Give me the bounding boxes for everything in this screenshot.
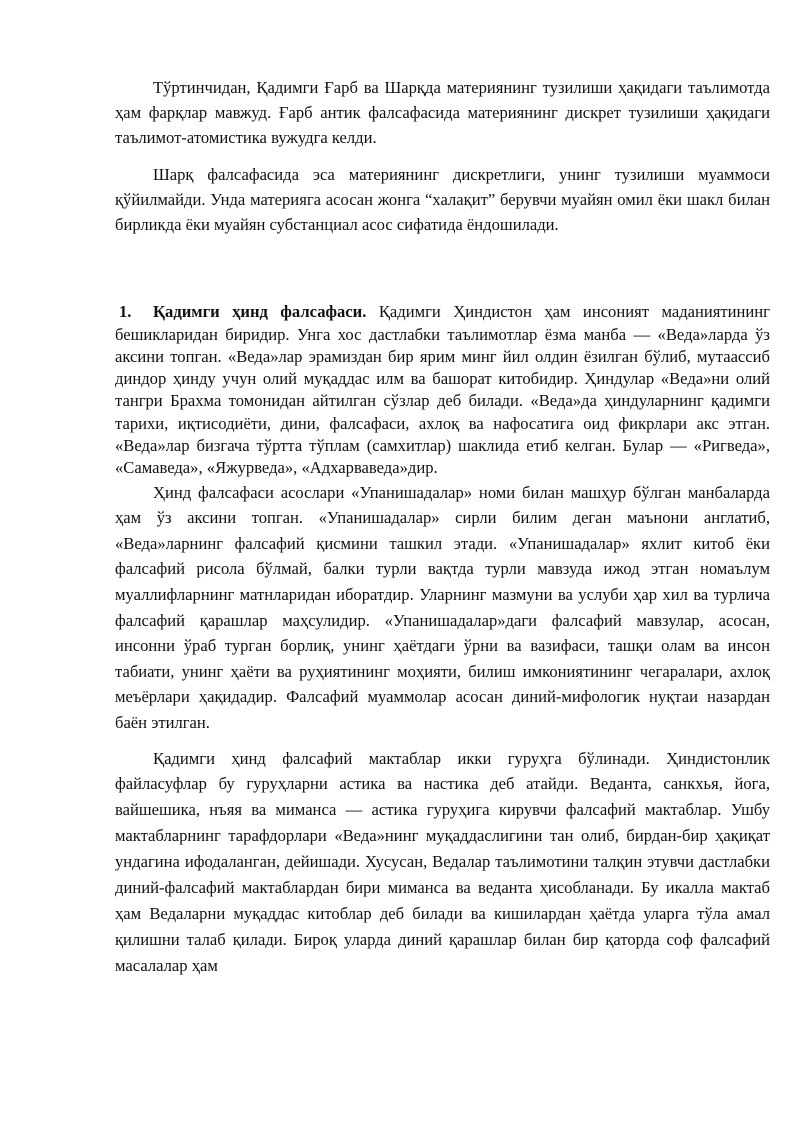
paragraph-1: Тўртинчидан, Қадимги Ғарб ва Шарқда материянинг тузилиши ҳақидаги таълимотда ҳам фарқлар мавжуд. Ғарб антик фалсафасида материянинг дискрет тузилиши ҳақидаги таълимот-атомистика вужудга келди.	[115, 78, 770, 148]
paragraph-2: Шарқ фалсафасида эса материянинг дискретлиги, унинг тузилиши муаммоси қўйилмайди. Унда материяга асосан жонга “халақит” берувчи муайян омил ёки шакл билан бирликда ёки муайян субстанциал асос сифатида ёндошилади.	[115, 164, 770, 235]
document-page	[115, 75, 770, 979]
paragraph-5: Қадимги ҳинд фалсафий мактаблар икки гуруҳга бўлинади. Ҳиндистонлик файласуфлар бу гуруҳларни астика ва настика деб атайди. Веданта, санкхья, йога, вайшешика, нъяя ва миманса — астика гуруҳига кирувчи фалсафий мактаблар. Ушбу мактабларнинг тарафдорлари «Веда»нинг муқаддаслигини тан олиб, бирдан-бир ҳақиқат ундагина ифодаланган, дейишади. Хусусан, Ведалар таълимотини талқин этувчи дастлабки диний-фалсафий мактаблардан бири миманса ва веданта ҳисобланади. Бу икалла мактаб ҳам Ведаларни муқаддас китоблар деб билади ва кишилардан ҳаётда уларга тўла амал қилишни талаб қилади. Бироқ уларда диний қарашлар билан бир қаторда соф фалсафий масалалар ҳам	[115, 748, 770, 975]
section-paragraph	[115, 301, 770, 479]
section-number: 1.	[119, 302, 132, 322]
section-text: Қадимги Ҳиндистон ҳам инсоният маданиятининг бешикларидан биридир. Унга хос дастлабки таълимотлар ёзма манба — «Веда»ларда ўз аксини топган. «Веда»лар эрамиздан бир ярим минг йил олдин ёзилган бўлиб, мутаассиб диндор ҳинду учун олий муқаддас илм ва башорат китобидир. Ҳиндулар «Веда»ни олий тангри Брахма томонидан айтилган сўзлар деб билади. «Веда»да ҳиндуларнинг қадимги тарихи, иқтисодиёти, дини, фалсафаси, ахлоқ ва нафосатига оид фикрлари акс этган. «Веда»лар бизгача тўртта тўплам (самхитлар) шаклида етиб келган. Булар — «Ригведа», «Самаведа», «Яжурведа», «Адхарваведа»дир.	[115, 302, 770, 478]
section-heading: Қадимги ҳинд фалсафаси.	[153, 302, 367, 322]
paragraph-4: Ҳинд фалсафаси асослари «Упанишадалар» номи билан машҳур бўлган манбаларда ҳам ўз аксини топган. «Упанишадалар» сирли билим деган маънони англатиб, «Веда»ларнинг фалсафий қисмини ташкил этади. «Упанишадалар» яхлит китоб ёки фалсафий рисола бўлмай, балки турли вақтда турли мавзуда ижод этган номаълум муаллифларнинг матнларидан иборатдир. Уларнинг мазмуни ва услуби ҳар хил ва турлича фалсафий қарашлар маҳсулидир. «Упанишадалар»даги фалсафий мавзулар, асосан, инсонни ўраб турган борлиқ, унинг ҳаётдаги ўрни ва вазифаси, ташқи олам ва инсон табиати, унинг ҳаёти ва руҳиятининг моҳияти, билиш имкониятининг чегаралари, ахлоқ меъёрлари ҳақидадир. Фалсафий муаммолар асосан диний-мифологик нуқтаи назардан баён этилган.	[115, 482, 770, 732]
